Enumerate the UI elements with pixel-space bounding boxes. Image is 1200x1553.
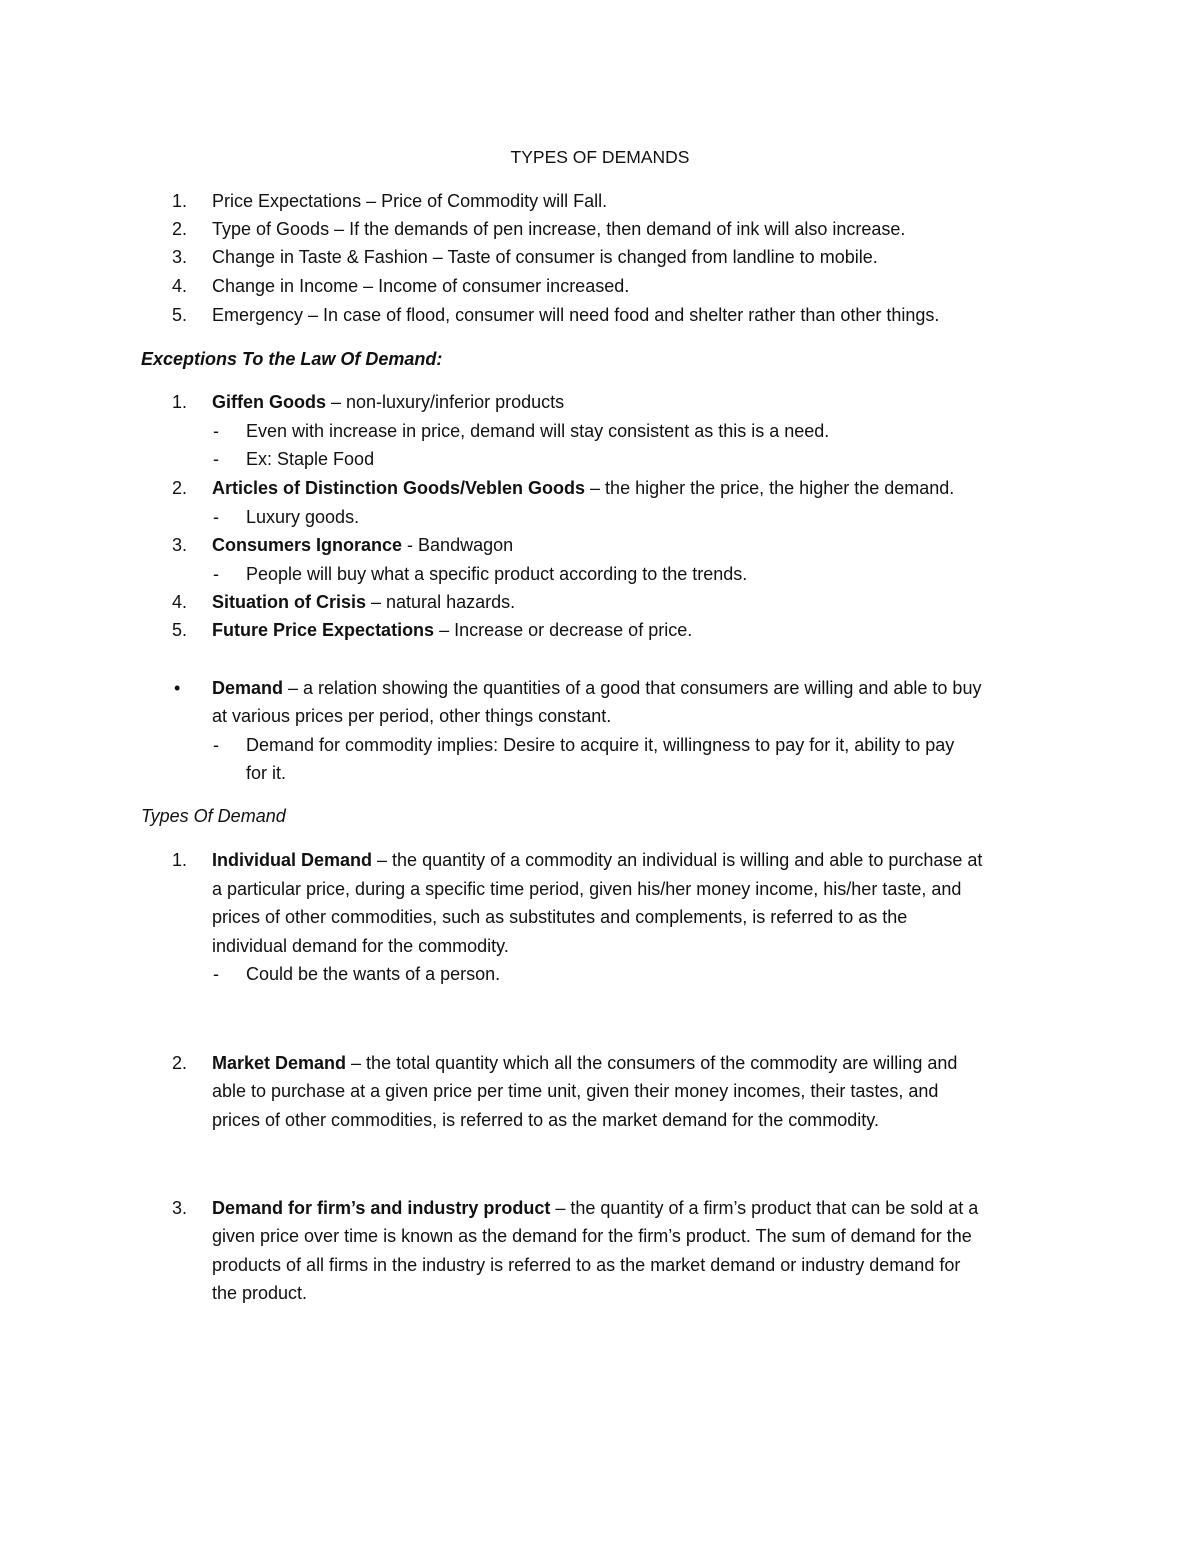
continuation-line: able to purchase at a given price per time unit, given their money incomes, their tastes, and <box>212 1081 939 1101</box>
list-number: 1. <box>172 191 188 211</box>
list-item <box>212 477 1112 499</box>
list-number: 3. <box>172 1198 188 1218</box>
list-item: Type of Goods – If the demands of pen increase, then demand of ink will also increase. <box>212 219 906 239</box>
term: Consumers Ignorance <box>212 535 403 555</box>
bullet-marker: • <box>174 678 181 698</box>
list-item <box>212 1197 1112 1219</box>
list-number: 5. <box>172 305 188 325</box>
term: Market Demand <box>212 1053 347 1073</box>
list-number: 4. <box>172 592 188 612</box>
list-item: Emergency – In case of flood, consumer will need food and shelter rather than other things. <box>212 305 940 325</box>
list-number: 1. <box>172 850 188 870</box>
sub-item: Luxury goods. <box>246 507 360 527</box>
term: Situation of Crisis <box>212 592 367 612</box>
list-number: 1. <box>172 392 188 412</box>
sub-item: Demand for commodity implies: Desire to acquire it, willingness to pay for it, ability to pay <box>246 735 955 755</box>
dash-marker: - <box>213 735 219 755</box>
list-number: 2. <box>172 1053 188 1073</box>
list-item <box>212 619 1112 641</box>
list-item <box>212 591 1112 613</box>
list-number: 2. <box>172 219 188 239</box>
page-title: TYPES OF DEMANDS <box>510 147 690 167</box>
continuation-line: the product. <box>212 1283 308 1303</box>
term: Giffen Goods <box>212 392 326 412</box>
sub-item: Ex: Staple Food <box>246 449 375 469</box>
list-item <box>212 391 1112 413</box>
term: Articles of Distinction Goods/Veblen Goods <box>212 478 586 498</box>
definition: – the total quantity which all the consumers of the commodity are willing and <box>346 1053 958 1073</box>
sub-item: Even with increase in price, demand will stay consistent as this is a need. <box>246 421 830 441</box>
sub-item: for it. <box>246 763 287 783</box>
definition: – the quantity of a commodity an individual is willing and able to purchase at <box>372 850 983 870</box>
list-item: Price Expectations – Price of Commodity will Fall. <box>212 191 608 211</box>
continuation-line: prices of other commodities, such as substitutes and complements, is referred to as the <box>212 907 908 927</box>
dash-marker: - <box>213 564 219 584</box>
exceptions-heading: Exceptions To the Law Of Demand: <box>141 349 443 369</box>
definition-line <box>212 677 1112 699</box>
definition: – a relation showing the quantities of a good that consumers are willing and able to buy <box>283 678 982 698</box>
dash-marker: - <box>213 421 219 441</box>
term: Individual Demand <box>212 850 373 870</box>
list-item <box>212 534 1112 556</box>
definition: - Bandwagon <box>402 535 514 555</box>
continuation-line: products of all firms in the industry is referred to as the market demand or industry demand for <box>212 1255 961 1275</box>
list-number: 2. <box>172 478 188 498</box>
list-number: 4. <box>172 276 188 296</box>
definition: – non-luxury/inferior products <box>326 392 565 412</box>
dash-marker: - <box>213 449 219 469</box>
list-item: Change in Taste & Fashion – Taste of consumer is changed from landline to mobile. <box>212 247 878 267</box>
dash-marker: - <box>213 507 219 527</box>
continuation-line: prices of other commodities, is referred to as the market demand for the commodity. <box>212 1110 879 1130</box>
list-item: Change in Income – Income of consumer increased. <box>212 276 630 296</box>
list-item <box>212 1052 1112 1074</box>
sub-item: Could be the wants of a person. <box>246 964 501 984</box>
definition: – the higher the price, the higher the demand. <box>585 478 955 498</box>
continuation-line: a particular price, during a specific time period, given his/her money income, his/her taste, and <box>212 879 962 899</box>
definition-line: at various prices per period, other things constant. <box>212 706 612 726</box>
continuation-line: given price over time is known as the demand for the firm’s product. The sum of demand for the <box>212 1226 972 1246</box>
types-heading: Types Of Demand <box>141 806 286 826</box>
sub-item: People will buy what a specific product according to the trends. <box>246 564 748 584</box>
continuation-line: individual demand for the commodity. <box>212 936 509 956</box>
definition: – natural hazards. <box>366 592 516 612</box>
list-number: 5. <box>172 620 188 640</box>
list-item <box>212 849 1112 871</box>
definition: – Increase or decrease of price. <box>434 620 693 640</box>
term: Future Price Expectations <box>212 620 435 640</box>
term: Demand for firm’s and industry product <box>212 1198 551 1218</box>
dash-marker: - <box>213 964 219 984</box>
definition: – the quantity of a firm’s product that can be sold at a <box>550 1198 979 1218</box>
term: Demand <box>212 678 284 698</box>
list-number: 3. <box>172 247 188 267</box>
list-number: 3. <box>172 535 188 555</box>
